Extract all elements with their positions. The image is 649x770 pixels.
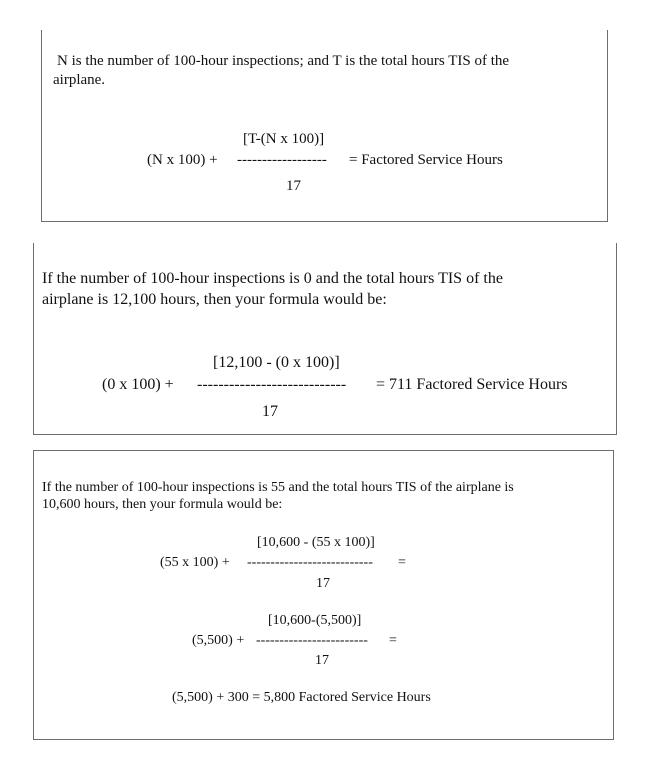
formula-lhs: (N x 100) + (147, 152, 218, 168)
example2-eq2-fraction-bar: ------------------------ (256, 633, 368, 648)
example1-denominator: 17 (262, 403, 278, 420)
example1-rhs: = 711 Factored Service Hours (376, 376, 568, 393)
formula-denominator: 17 (286, 178, 301, 194)
example2-eq1-fraction-bar: --------------------------- (247, 555, 373, 570)
example2-eq2-rhs: = (389, 633, 397, 648)
example2-line-1: If the number of 100-hour inspections is 55 and the total hours TIS of the airplane is (42, 480, 514, 495)
example2-line-2: 10,600 hours, then your formula would be: (42, 497, 283, 512)
example2-eq2-lhs: (5,500) + (192, 633, 245, 648)
example2-eq2-denominator: 17 (315, 653, 329, 668)
formula-numerator: [T-(N x 100)] (243, 131, 325, 147)
example1-line-2: airplane is 12,100 hours, then your formula would be: (42, 291, 387, 308)
definition-line-2: airplane. (53, 72, 106, 88)
example2-eq1-rhs: = (398, 555, 406, 570)
example2-eq1-lhs: (55 x 100) + (160, 555, 230, 570)
definition-line-1: N is the number of 100-hour inspections; and T is the total hours TIS of the (57, 53, 510, 69)
example2-result: (5,500) + 300 = 5,800 Factored Service Hours (172, 690, 431, 705)
example2-eq2-numerator: [10,600-(5,500)] (268, 613, 362, 628)
formula-rhs: = Factored Service Hours (349, 152, 503, 168)
example1-fraction-bar: ---------------------------- (197, 376, 347, 393)
example2-eq1-denominator: 17 (316, 576, 330, 591)
formula-fraction-bar: ------------------ (237, 152, 327, 168)
example1-line-1: If the number of 100-hour inspections is 0 and the total hours TIS of the (42, 270, 503, 287)
example1-numerator: [12,100 - (0 x 100)] (213, 354, 340, 371)
example2-eq1-numerator: [10,600 - (55 x 100)] (257, 535, 375, 550)
example1-lhs: (0 x 100) + (102, 376, 174, 393)
